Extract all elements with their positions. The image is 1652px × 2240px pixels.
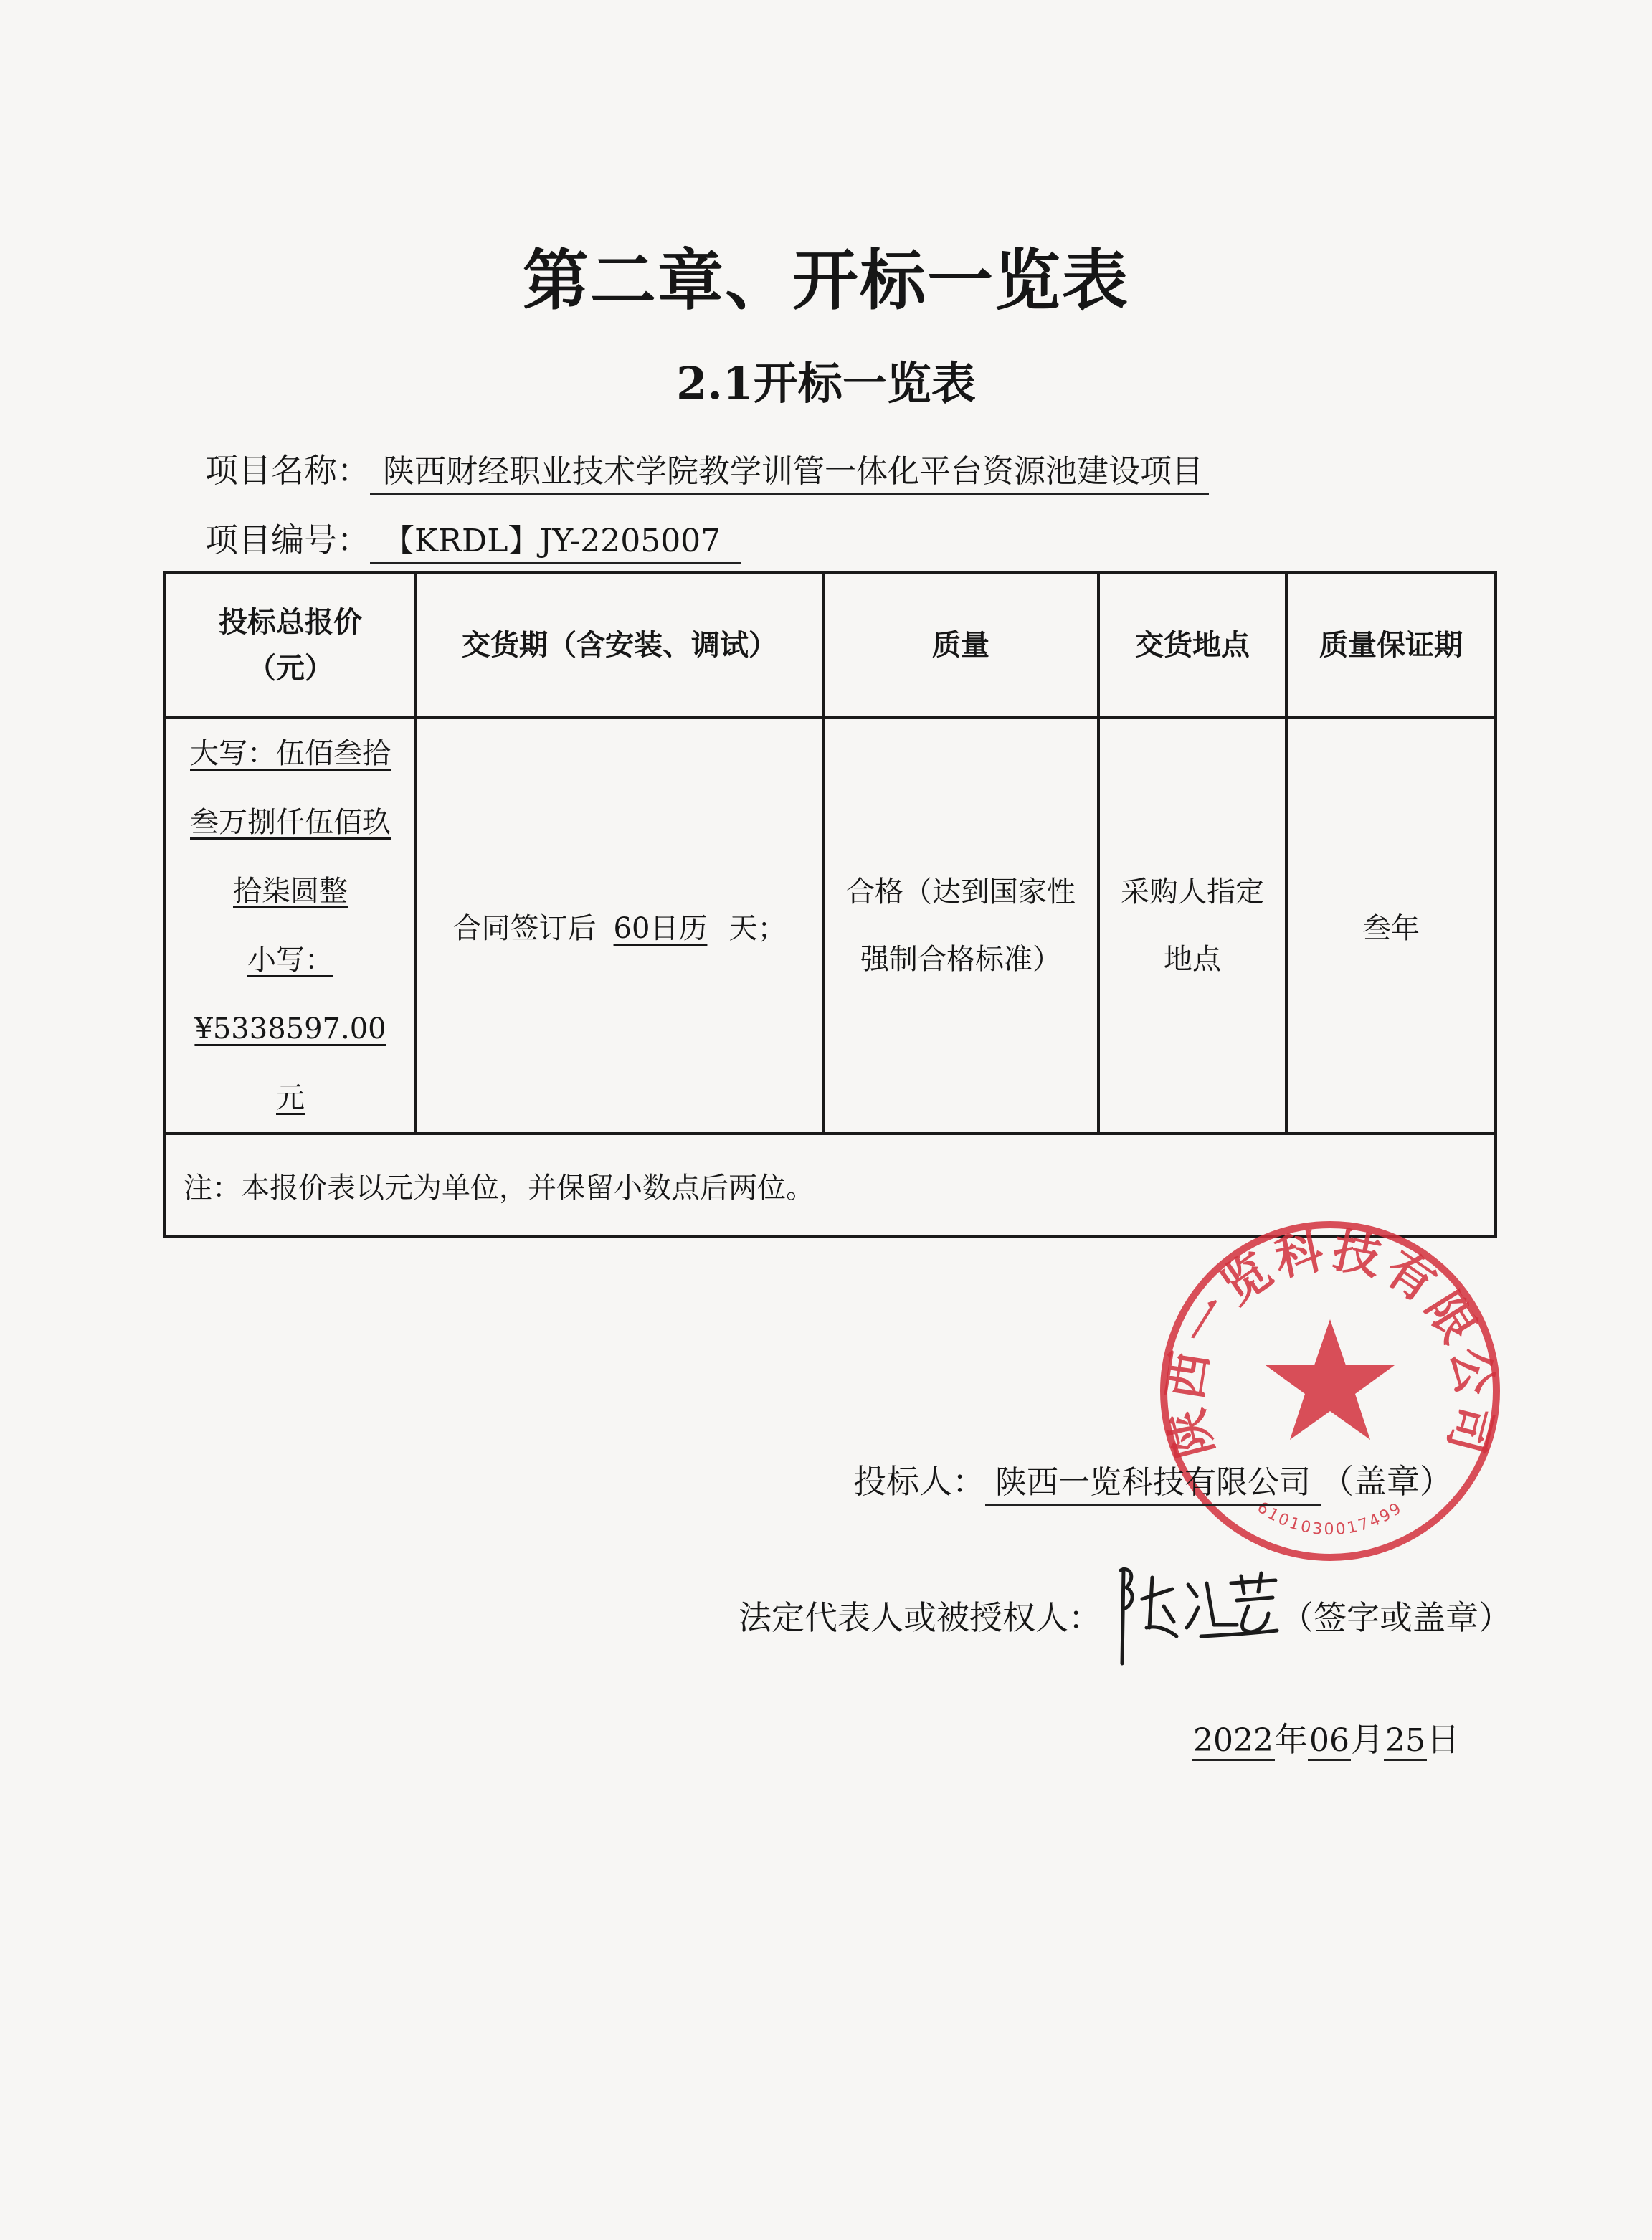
date-year: 2022 <box>1192 1722 1275 1761</box>
bidder-name: 陕西一览科技有限公司 <box>985 1456 1321 1506</box>
bidder-label: 投标人： <box>853 1462 985 1501</box>
project-name-label: 项目名称： <box>205 451 370 490</box>
quality-line2: 强制合格标准） <box>860 943 1061 976</box>
project-number-value: 【KRDL】JY-2205007 <box>370 515 741 564</box>
price-lower-value: ¥5338597.00 <box>194 1012 386 1045</box>
price-upper-line1: 大写：伍佰叁拾 <box>190 737 391 770</box>
table-row <box>165 718 1496 1134</box>
bid-summary-table <box>163 571 1497 1238</box>
date-month: 06 <box>1308 1722 1351 1761</box>
price-lower-label: 小写： <box>247 944 333 977</box>
date-day-unit: 日 <box>1426 1720 1460 1759</box>
delivery-days: 60日历 <box>613 911 708 945</box>
project-name-value: 陕西财经职业技术学院教学训管一体化平台资源池建设项目 <box>370 445 1209 495</box>
project-name-row <box>205 445 1209 495</box>
delivery-cell <box>416 718 823 1134</box>
star-icon <box>1266 1319 1395 1440</box>
header-total-price-line1: 投标总报价 <box>219 605 362 639</box>
date-day: 25 <box>1384 1722 1427 1761</box>
page-title: 第二章、开标一览表 <box>522 242 1129 319</box>
location-line1: 采购人指定 <box>1121 875 1264 908</box>
header-warranty: 质量保证期 <box>1286 573 1496 718</box>
quality-cell <box>823 718 1098 1134</box>
table-header-row <box>165 573 1496 718</box>
project-number-row <box>205 514 741 564</box>
svg-text:陕西一览科技有限公司: 陕西一览科技有限公司 <box>1156 1221 1504 1463</box>
price-upper-line3: 拾柒圆整 <box>233 875 348 908</box>
representative-label: 法定代表人或被授权人： <box>739 1598 1101 1637</box>
header-location: 交货地点 <box>1098 573 1286 718</box>
location-cell <box>1098 718 1286 1134</box>
header-delivery: 交货期（含安装、调试） <box>416 573 823 718</box>
warranty-cell: 叁年 <box>1286 718 1496 1134</box>
bidder-row <box>853 1456 1453 1506</box>
date-year-unit: 年 <box>1274 1720 1308 1759</box>
company-seal-stamp <box>1151 1212 1509 1570</box>
header-total-price-line2: （元） <box>247 651 333 685</box>
table-note: 注：本报价表以元为单位，并保留小数点后两位。 <box>165 1134 1496 1237</box>
quality-line1: 合格（达到国家性 <box>846 875 1076 908</box>
header-quality: 质量 <box>823 573 1098 718</box>
section-title: 2.1开标一览表 <box>676 357 976 409</box>
representative-sign-note: （签字或盖章） <box>1281 1598 1511 1637</box>
delivery-prefix: 合同签订后 <box>452 911 597 945</box>
delivery-suffix: 天； <box>728 911 787 945</box>
date-month-unit: 月 <box>1350 1720 1384 1759</box>
date-row <box>1192 1714 1460 1761</box>
handwritten-signature <box>1108 1556 1280 1671</box>
price-upper-line2: 叁万捌仟伍佰玖 <box>190 806 391 839</box>
bidder-seal-note: （盖章） <box>1321 1462 1453 1501</box>
project-number-label: 项目编号： <box>205 521 370 559</box>
price-unit: 元 <box>276 1081 305 1114</box>
header-total-price <box>165 573 416 718</box>
total-price-cell <box>165 718 416 1134</box>
svg-text:6101030017499: 6101030017499 <box>1253 1498 1407 1539</box>
location-line2: 地点 <box>1164 943 1221 976</box>
